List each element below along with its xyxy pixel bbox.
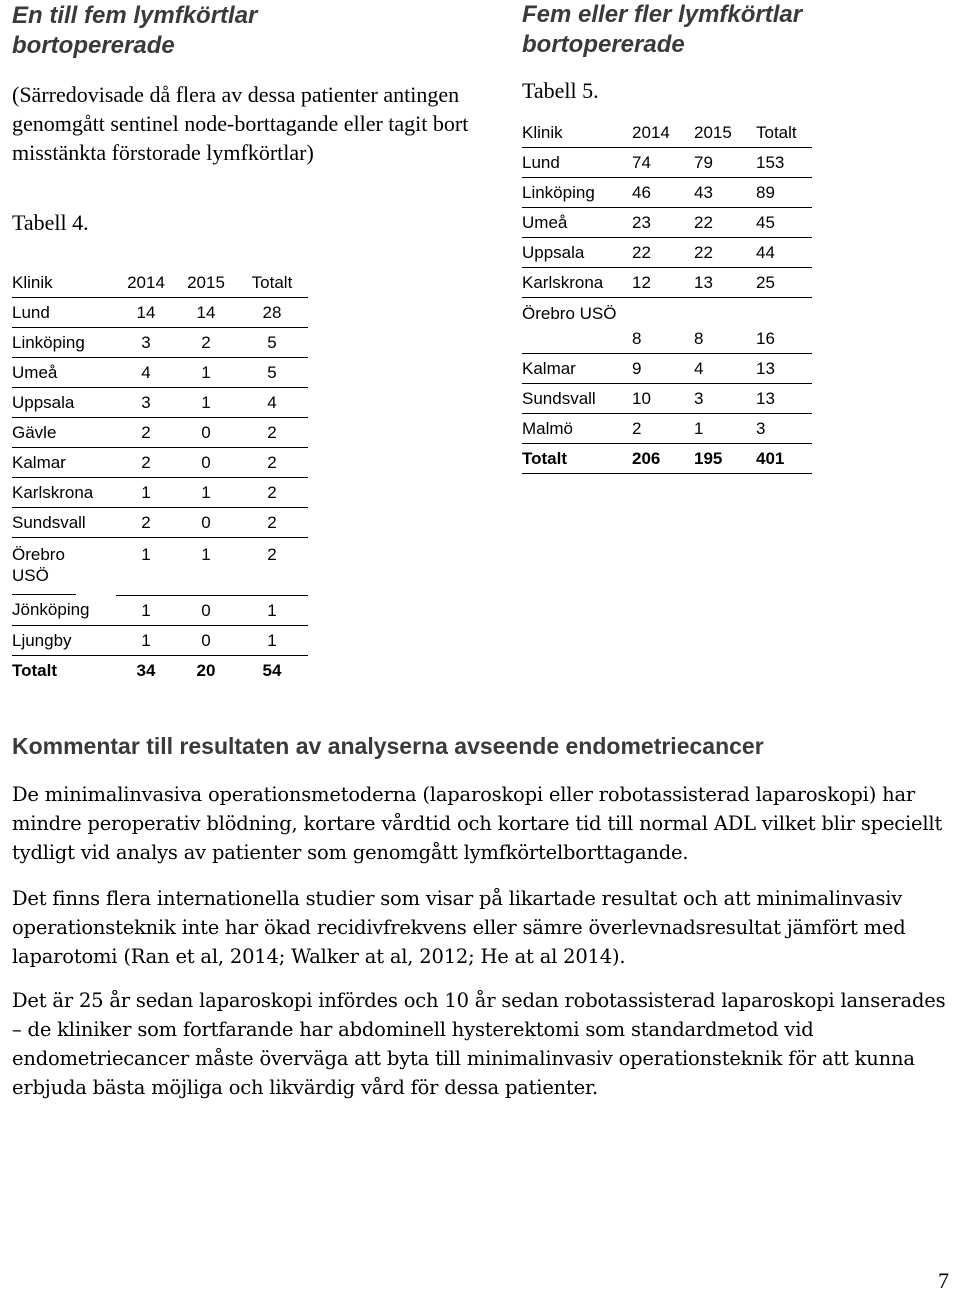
table-cell: 1 — [236, 595, 308, 625]
table-row — [522, 208, 812, 238]
left-note: (Särredovisade då flera av dessa patienter antingen genomgått sentinel node-borttagande eller tagit bort misstänkta förstorade lymfkörtlar) — [12, 82, 469, 165]
table-cell: Karlskrona — [12, 478, 116, 508]
table-row — [12, 388, 308, 418]
table-cell: 54 — [262, 660, 282, 680]
table-cell: 46 — [632, 178, 694, 208]
table-row — [12, 625, 308, 655]
table-cell: Kalmar — [522, 354, 632, 384]
table-cell: 2 — [236, 478, 308, 508]
table-row — [12, 328, 308, 358]
table-cell: 8 — [694, 298, 756, 354]
header-cell: 2014 — [632, 118, 694, 148]
table-cell: 0 — [176, 625, 236, 655]
table-cell: Uppsala — [522, 238, 632, 268]
table-cell: Sundsvall — [522, 384, 632, 414]
table-cell: Karlskrona — [522, 268, 632, 298]
table-cell: 1 — [176, 388, 236, 418]
commentary-paragraph: Det är 25 år sedan laparoskopi infördes och 10 år sedan robotassisterad laparoskopi lanserades – de kliniker som fortfarande har abdominell hysterektomi som standardmetod vid endometriecancer måste överväga att byta till minimalinvasiv operationsteknik för att kunna erbjuda bästa möjliga och likvärdig vård för dessa patienter. — [12, 989, 946, 1099]
table-cell: 45 — [756, 208, 812, 238]
table-cell: 1 — [176, 538, 236, 596]
table-cell: 1 — [116, 595, 176, 625]
table-cell: 1 — [176, 478, 236, 508]
table-row — [12, 448, 308, 478]
table-cell: Sundsvall — [12, 508, 116, 538]
table-row — [12, 418, 308, 448]
table-cell: Örebro USÖ — [12, 538, 76, 595]
commentary-paragraph: Det finns flera internationella studier som visar på likartade resultat och att minimalinvasiv operationsteknik inte har ökad recidivfrekvens eller sämre överlevnadsresultat jämfört med laparotomi (Ran et al, 2014; Walker at al, 2012; He at al 2014). — [12, 887, 906, 968]
table-cell: 1 — [236, 625, 308, 655]
table-cell: Kalmar — [12, 448, 116, 478]
header-cell: Totalt — [236, 268, 308, 298]
table-cell: 206 — [632, 444, 694, 474]
table-cell: 34 — [136, 660, 156, 680]
table-header-row — [522, 118, 812, 148]
table-cell: 4 — [116, 358, 176, 388]
table-cell: 13 — [694, 268, 756, 298]
table-cell: 8 — [632, 298, 694, 354]
table-cell: 3 — [116, 388, 176, 418]
table-cell: 4 — [694, 354, 756, 384]
table-cell: 22 — [694, 208, 756, 238]
table-cell: 23 — [632, 208, 694, 238]
table-cell: 13 — [756, 354, 812, 384]
table-total-row — [12, 655, 308, 685]
table-cell: Gävle — [12, 418, 116, 448]
table-cell: 16 — [756, 298, 812, 354]
table-cell: 14 — [176, 298, 236, 328]
header-cell: Klinik — [12, 268, 116, 298]
commentary-heading: Kommentar till resultaten av analyserna avseende endometriecancer — [12, 733, 764, 759]
table-cell: Malmö — [522, 414, 632, 444]
table-cell: 44 — [756, 238, 812, 268]
table-cell: 4 — [236, 388, 308, 418]
table-cell: 14 — [116, 298, 176, 328]
table-cell: 25 — [756, 268, 812, 298]
commentary-paragraph: De minimalinvasiva operationsmetoderna (laparoskopi eller robotassisterad laparoskopi) har mindre peroperativ blödning, kortare vårdtid och kortare tid till normal ADL vilket blir speciellt tydligt vid analys av patienter som genomgått lymfkörtelborttagande. — [12, 783, 943, 864]
table-cell: Jönköping — [12, 595, 116, 625]
right-heading-line-2: bortopererade — [522, 31, 685, 58]
table-cell: 0 — [176, 418, 236, 448]
left-heading-line-1: En till fem lymfkörtlar — [12, 2, 258, 29]
table-row — [522, 354, 812, 384]
table-cell: Ljungby — [12, 625, 116, 655]
table-cell: 2 — [116, 508, 176, 538]
table-cell: 79 — [694, 148, 756, 178]
table-cell: 195 — [694, 444, 756, 474]
header-cell: Klinik — [522, 118, 632, 148]
table-cell: Umeå — [12, 358, 116, 388]
table-cell: 1 — [694, 414, 756, 444]
left-heading-line-2: bortopererade — [12, 32, 175, 59]
table-cell: Lund — [12, 298, 116, 328]
table-cell: 20 — [196, 660, 216, 680]
table-row — [12, 358, 308, 388]
header-cell: Totalt — [756, 118, 812, 148]
table-cell: 10 — [632, 384, 694, 414]
table-cell: Lund — [522, 148, 632, 178]
table-cell: 5 — [236, 358, 308, 388]
header-cell: 2014 — [116, 268, 176, 298]
table-cell: 2 — [176, 328, 236, 358]
table-row — [522, 238, 812, 268]
table-row — [522, 414, 812, 444]
table-cell: 153 — [756, 148, 812, 178]
right-heading-line-1: Fem eller fler lymfkörtlar — [522, 1, 803, 28]
table-cell: 89 — [756, 178, 812, 208]
table-cell: 2 — [236, 418, 308, 448]
table-row — [522, 178, 812, 208]
table-cell: Linköping — [522, 178, 632, 208]
page-number: 7 — [938, 1268, 949, 1293]
table-4 — [12, 268, 308, 685]
left-heading — [12, 1, 432, 61]
table-row — [12, 595, 308, 625]
table-cell: 2 — [116, 418, 176, 448]
table-header-row — [12, 268, 308, 298]
table-cell: 1 — [176, 358, 236, 388]
table-cell: 1 — [116, 625, 176, 655]
table-cell: 2 — [632, 414, 694, 444]
header-cell: 2015 — [694, 118, 756, 148]
table-5-label: Tabell 5. — [522, 78, 599, 103]
table-row — [522, 268, 812, 298]
table-cell: 2 — [236, 448, 308, 478]
table-cell: Örebro USÖ — [522, 298, 632, 354]
table-5 — [522, 118, 812, 474]
table-cell: 401 — [756, 444, 812, 474]
table-row — [522, 148, 812, 178]
table-cell: 13 — [756, 384, 812, 414]
table-row — [12, 508, 308, 538]
table-cell: 0 — [176, 595, 236, 625]
table-cell: 2 — [236, 508, 308, 538]
table-cell: 9 — [632, 354, 694, 384]
table-row — [522, 384, 812, 414]
table-cell: 1 — [116, 478, 176, 508]
table-cell: 3 — [694, 384, 756, 414]
table-total-row — [522, 444, 812, 474]
table-cell: 43 — [694, 178, 756, 208]
table-cell: 1 — [116, 538, 176, 596]
table-cell: Totalt — [522, 444, 632, 474]
table-cell: Uppsala — [12, 388, 116, 418]
table-cell: 22 — [694, 238, 756, 268]
table-cell: 3 — [116, 328, 176, 358]
table-cell: Umeå — [522, 208, 632, 238]
table-cell: 74 — [632, 148, 694, 178]
table-cell: Linköping — [12, 328, 116, 358]
right-heading — [522, 0, 942, 60]
table-cell: Totalt — [12, 660, 58, 680]
table-cell: 28 — [236, 298, 308, 328]
table-cell: 2 — [236, 538, 308, 596]
table-cell: 3 — [756, 414, 812, 444]
table-row — [522, 298, 812, 354]
table-cell: 0 — [176, 448, 236, 478]
table-cell: 2 — [116, 448, 176, 478]
table-cell: 22 — [632, 238, 694, 268]
table-row — [12, 298, 308, 328]
table-row — [12, 478, 308, 508]
header-cell: 2015 — [176, 268, 236, 298]
table-cell: 0 — [176, 508, 236, 538]
table-row — [12, 538, 308, 596]
table-cell: 5 — [236, 328, 308, 358]
table-4-label: Tabell 4. — [12, 210, 89, 235]
table-cell: 12 — [632, 268, 694, 298]
